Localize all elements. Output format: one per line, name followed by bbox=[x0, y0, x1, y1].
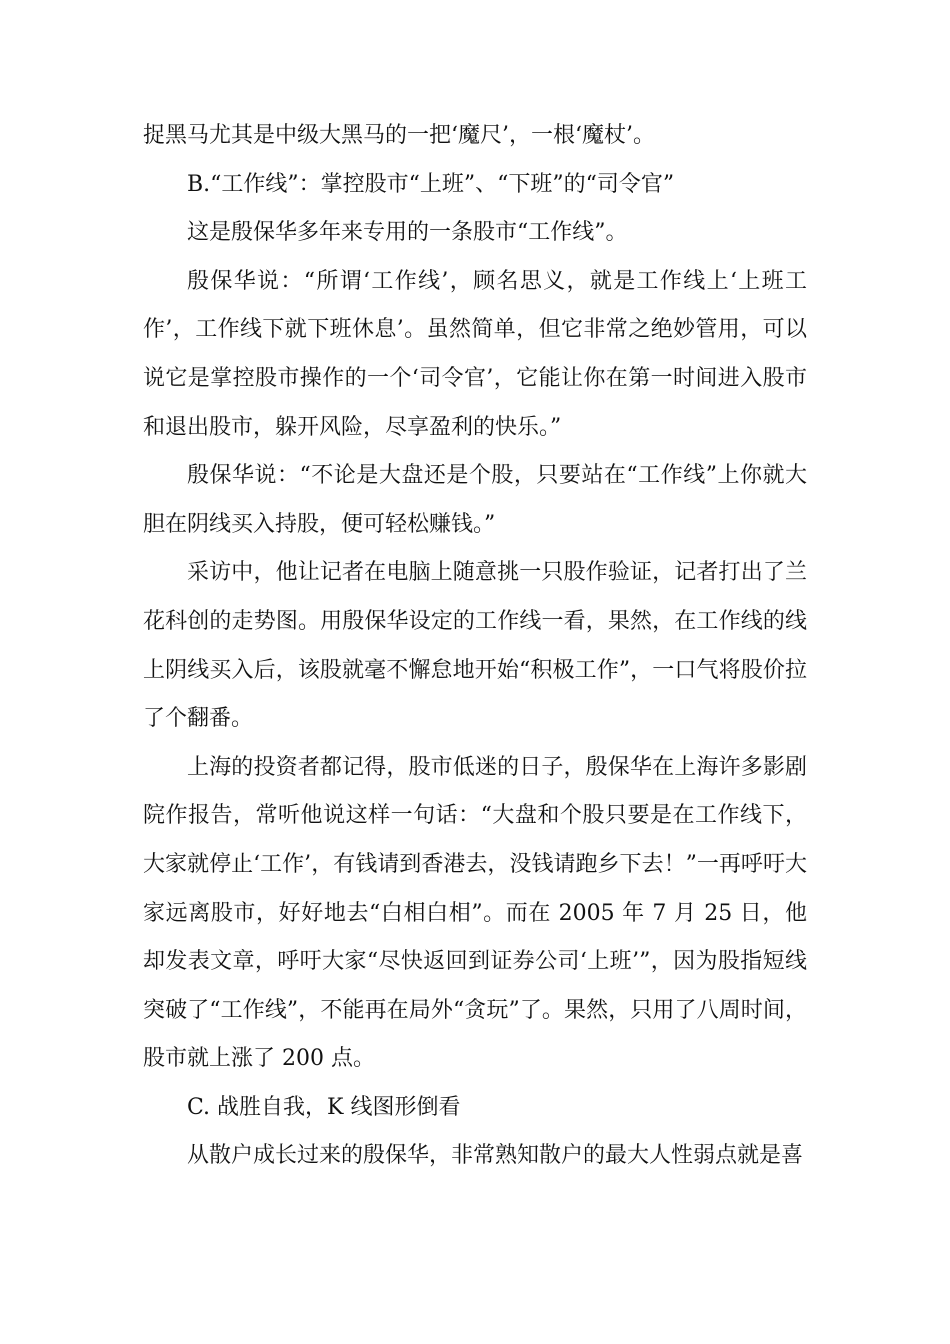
paragraph: 从散户成长过来的殷保华，非常熟知散户的最大人性弱点就是喜 bbox=[187, 1143, 804, 1169]
section-heading-b: B.“工作线”：掌控股市“上班”、“下班”的“司令官” bbox=[187, 171, 675, 197]
document-page bbox=[143, 112, 807, 1181]
paragraph-continuation: 捉黑马尤其是中级大黑马的一把‘魔尺’，一根‘魔杖’。 bbox=[143, 123, 655, 148]
paragraph: 采访中，他让记者在电脑上随意挑一只股作验证，记者打出了兰花科创的走势图。用殷保华设定的工作线一看，果然，在工作线的线上阴线买入后，该股就毫不懈怠地开始“积极工作”，一口气将股价拉了个翻番。 bbox=[143, 560, 807, 732]
paragraph: 这是殷保华多年来专用的一条股市“工作线”。 bbox=[187, 220, 628, 246]
section-heading-c: C. 战胜自我，K 线图形倒看 bbox=[187, 1094, 461, 1120]
paragraph: 殷保华说：“所谓‘工作线’，顾名思义，就是工作线上‘上班工作’，工作线下就下班休息’。虽然简单，但它非常之绝妙管用，可以说它是掌控股市操作的一个‘司令官’，它能让你在第一时间进入股市和退出股市，躲开风险，尽享盈利的快乐。” bbox=[143, 268, 807, 440]
paragraph: 上海的投资者都记得，股市低迷的日子，殷保华在上海许多影剧院作报告，常听他说这样一句话：“大盘和个股只要是在工作线下，大家就停止‘工作’，有钱请到香港去，没钱请跑乡下去！”一再呼吁大家远离股市，好好地去“白相白相”。而在 2005 年 7 月 25 日，他却发表文章，呼吁大家“尽快返回到证券公司‘上班’”，因为股指短线突破了“工作线”，不能再在局外“贪玩”了。果然，只用了八周时间，股市就上涨了 200 点。 bbox=[143, 754, 807, 1072]
paragraph: 殷保华说：“不论是大盘还是个股，只要站在“工作线”上你就大胆在阴线买入持股，便可轻松赚钱。” bbox=[143, 463, 807, 537]
